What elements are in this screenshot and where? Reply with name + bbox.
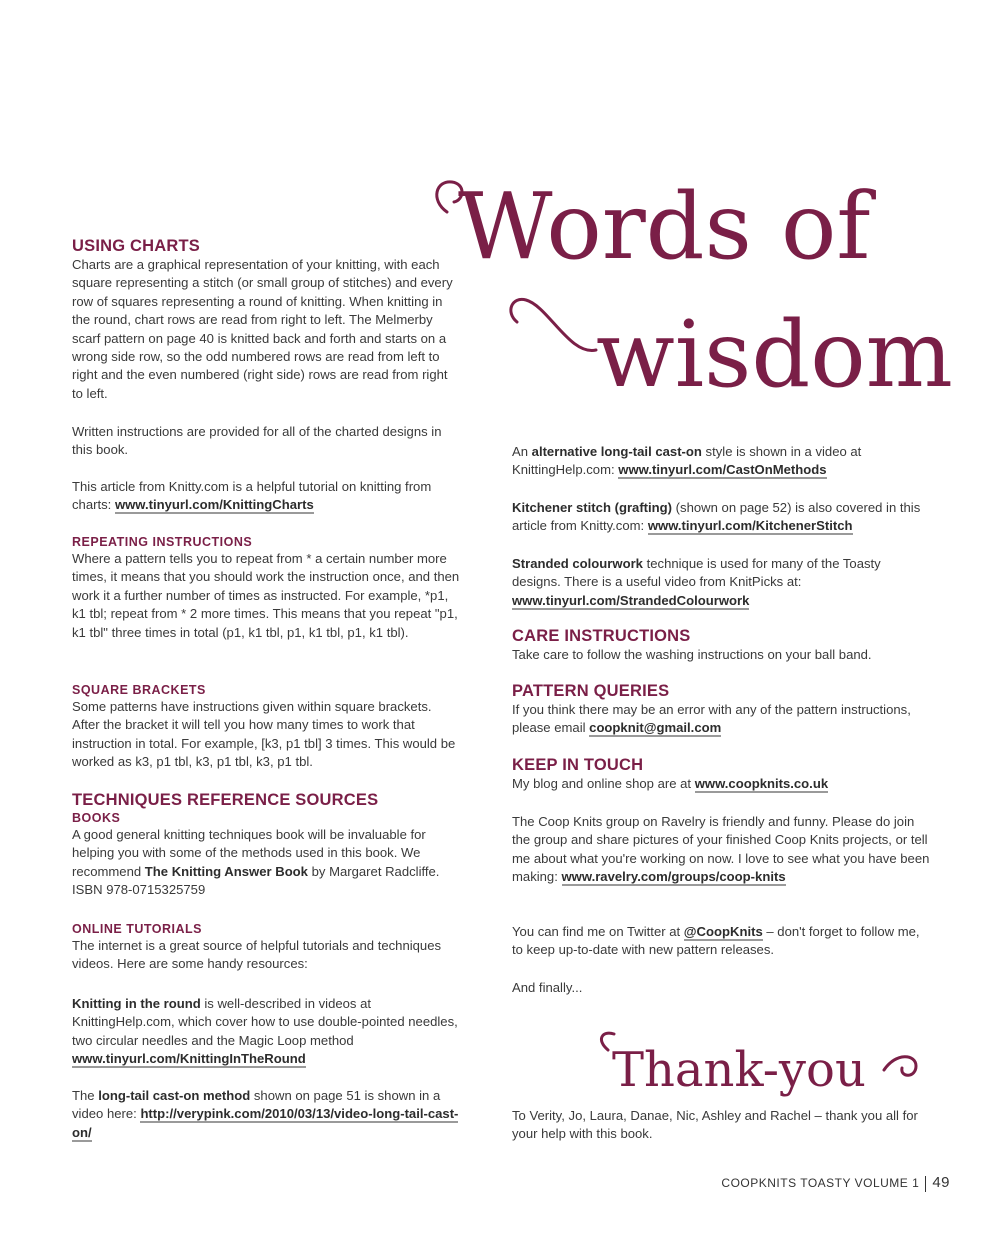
link-knitting-in-the-round[interactable]: www.tinyurl.com/KnittingInTheRound — [72, 1051, 306, 1067]
heading-keep-in-touch: KEEP IN TOUCH — [512, 756, 644, 774]
using-charts-p3 — [72, 478, 462, 515]
heading-repeating: REPEATING INSTRUCTIONS — [72, 535, 253, 549]
queries-p — [512, 701, 932, 738]
ravelry-text: The Coop Knits group on Ravelry is friendly and funny. Please do join the group and share pictures of your finished Coop Knits projects, or tell me about what you're working on now. I love to see what you have been making: — [512, 814, 930, 885]
footer-separator — [925, 1176, 926, 1192]
repeating-p: Where a pattern tells you to repeat from * a certain number more times, it means that you should work the instruction once, and then work it a further number of times as instructed. For example, *p1, k1 tbl; repeat from * 2 more times. This means that you repeat "p1, k1 tbl" three times in total (p1, k1 tbl, p1, k1 tbl, p1, k1 tbl). — [72, 551, 460, 640]
using-charts-p3-text: This article from Knitty.com is a helpful tutorial on knitting from charts: — [72, 479, 432, 513]
heading-using-charts: USING CHARTS — [72, 237, 200, 255]
longtail-text: shown on page 51 is shown in a video here: — [72, 1088, 441, 1122]
stranded-block — [512, 555, 932, 610]
alt-castoff-p — [512, 443, 932, 480]
kitchener-p — [512, 499, 932, 536]
longtail-p — [72, 1087, 462, 1142]
knitting-round-p — [72, 995, 462, 1069]
link-cast-on-methods[interactable]: www.tinyurl.com/CastOnMethods — [618, 462, 827, 478]
stranded-p — [512, 555, 932, 610]
kitchener-bold: Kitchener stitch (grafting) — [512, 500, 673, 515]
knitting-round-text: is well-described in videos at KnittingHelp.com, which cover how to use double-pointed needles, two circular needles and the Magic Loop method — [72, 996, 458, 1048]
using-charts-p1: Charts are a graphical representation of your knitting, with each square representing a stitch (or small group of stitches) and every row of squares representing a round of knitting. When knitting in the round, chart rows are read from right to left. The Melmerby scarf pattern on page 40 is knitted back and forth and starts on a wrong side row, so the odd numbered rows are read from left to right and the even numbered (right side) rows are read from right to left. — [72, 257, 453, 401]
ravelry-block — [512, 813, 932, 887]
twitter-p — [512, 923, 932, 960]
twitter-text-pre: You can find me on Twitter at — [512, 924, 684, 939]
knitting-round-block — [72, 995, 462, 1069]
link-ravelry[interactable]: www.ravelry.com/groups/coop-knits — [561, 869, 786, 885]
section-square-brackets — [72, 682, 462, 772]
online-p: The internet is a great source of helpful tutorials and techniques videos. Here are some handy resources: — [72, 938, 442, 972]
longtail-text-pre: The — [72, 1088, 99, 1103]
link-kitchener-stitch[interactable]: www.tinyurl.com/KitchenerStitch — [647, 518, 853, 534]
books-text-post: by Margaret Radcliffe. ISBN 978-0715325759 — [72, 863, 440, 898]
longtail-block — [72, 1087, 462, 1142]
twitter-text: – don't forget to follow me, to keep up-to-date with new pattern releases. — [512, 924, 920, 958]
alt-bold: alternative long-tail cast-on — [531, 444, 702, 459]
section-queries — [512, 681, 932, 738]
books-p — [72, 826, 462, 900]
page-footer — [700, 1174, 950, 1192]
link-stranded-colourwork[interactable]: www.tinyurl.com/StrandedColourwork — [512, 592, 750, 608]
thanks-block — [512, 1107, 932, 1144]
title-line2: wisdom — [596, 301, 953, 408]
stranded-bold: Stranded colourwork — [512, 556, 643, 571]
page-number: 49 — [932, 1174, 950, 1191]
book-title: The Knitting Answer Book — [144, 863, 308, 879]
kitchener-block — [512, 499, 932, 536]
knitting-round-bold: Knitting in the round — [72, 996, 201, 1011]
care-p: Take care to follow the washing instructions on your ball band. — [512, 647, 872, 662]
using-charts-p3-block — [72, 478, 462, 515]
heading-online-tutorials: ONLINE TUTORIALS — [72, 922, 202, 936]
longtail-bold: long-tail cast-on method — [98, 1088, 251, 1103]
heading-queries: PATTERN QUERIES — [512, 682, 670, 700]
thankyou-script: Thank-you — [612, 1042, 866, 1098]
thankyou-swirl-right — [884, 1057, 916, 1076]
kitchener-text: (shown on page 52) is also covered in this article from Knitty.com: — [512, 500, 921, 534]
ravelry-p — [512, 813, 932, 887]
section-repeating — [72, 534, 462, 642]
touch-text: My blog and online shop are at — [512, 776, 695, 791]
link-verypink[interactable]: http://verypink.com/2010/03/13/video-long-tail-cast-on/ — [72, 1106, 459, 1140]
heading-care: CARE INSTRUCTIONS — [512, 627, 691, 645]
square-brackets-p: Some patterns have instructions given within square brackets. After the bracket it will tell you how many times to work that instruction in total. For example, [k3, p1 tbl] 3 times. This would be worked as k3, p1 tbl, k3, p1 tbl, k3, p1 tbl. — [72, 699, 456, 770]
section-using-charts — [72, 236, 462, 403]
thanks-p: To Verity, Jo, Laura, Danae, Nic, Ashley and Rachel – thank you all for your help with this book. — [512, 1108, 918, 1142]
alt-text: style is shown in a video at KnittingHelp.com: — [512, 444, 862, 478]
stranded-text: technique is used for many of the Toasty designs. There is a useful video from KnitPicks at: — [512, 556, 881, 590]
footer-label: COOPKNITS TOASTY VOLUME 1 — [721, 1176, 920, 1190]
using-charts-p2: Written instructions are provided for all of the charted designs in this book. — [72, 424, 442, 458]
touch-p — [512, 775, 932, 793]
section-keep-in-touch — [512, 755, 932, 793]
title-line1: Words of — [458, 173, 871, 280]
link-knitting-charts[interactable]: www.tinyurl.com/KnittingCharts — [114, 497, 314, 513]
using-charts-p2-block — [72, 423, 462, 460]
section-care — [512, 626, 932, 664]
heading-square-brackets: SQUARE BRACKETS — [72, 683, 206, 697]
alt-text-pre: An — [512, 444, 532, 459]
title-swirl-mid — [511, 299, 596, 350]
link-twitter[interactable]: @CoopKnits — [683, 924, 763, 939]
finally-p: And finally... — [512, 980, 583, 995]
link-email[interactable]: coopknit@gmail.com — [589, 720, 722, 736]
section-online-tutorials — [72, 921, 462, 974]
twitter-block — [512, 923, 932, 960]
finally-block — [512, 979, 932, 997]
heading-books: BOOKS — [72, 811, 121, 825]
link-coopknits-site[interactable]: www.coopknits.co.uk — [694, 776, 829, 791]
books-text: A good general knitting techniques book will be invaluable for helping you with some of the methods used in this book. We recommend — [72, 827, 426, 879]
section-techniques — [72, 790, 462, 900]
queries-text: If you think there may be an error with any of the pattern instructions, please email — [512, 702, 911, 736]
alt-castoff-block — [512, 443, 932, 480]
heading-techniques: TECHNIQUES REFERENCE SOURCES — [72, 791, 379, 809]
